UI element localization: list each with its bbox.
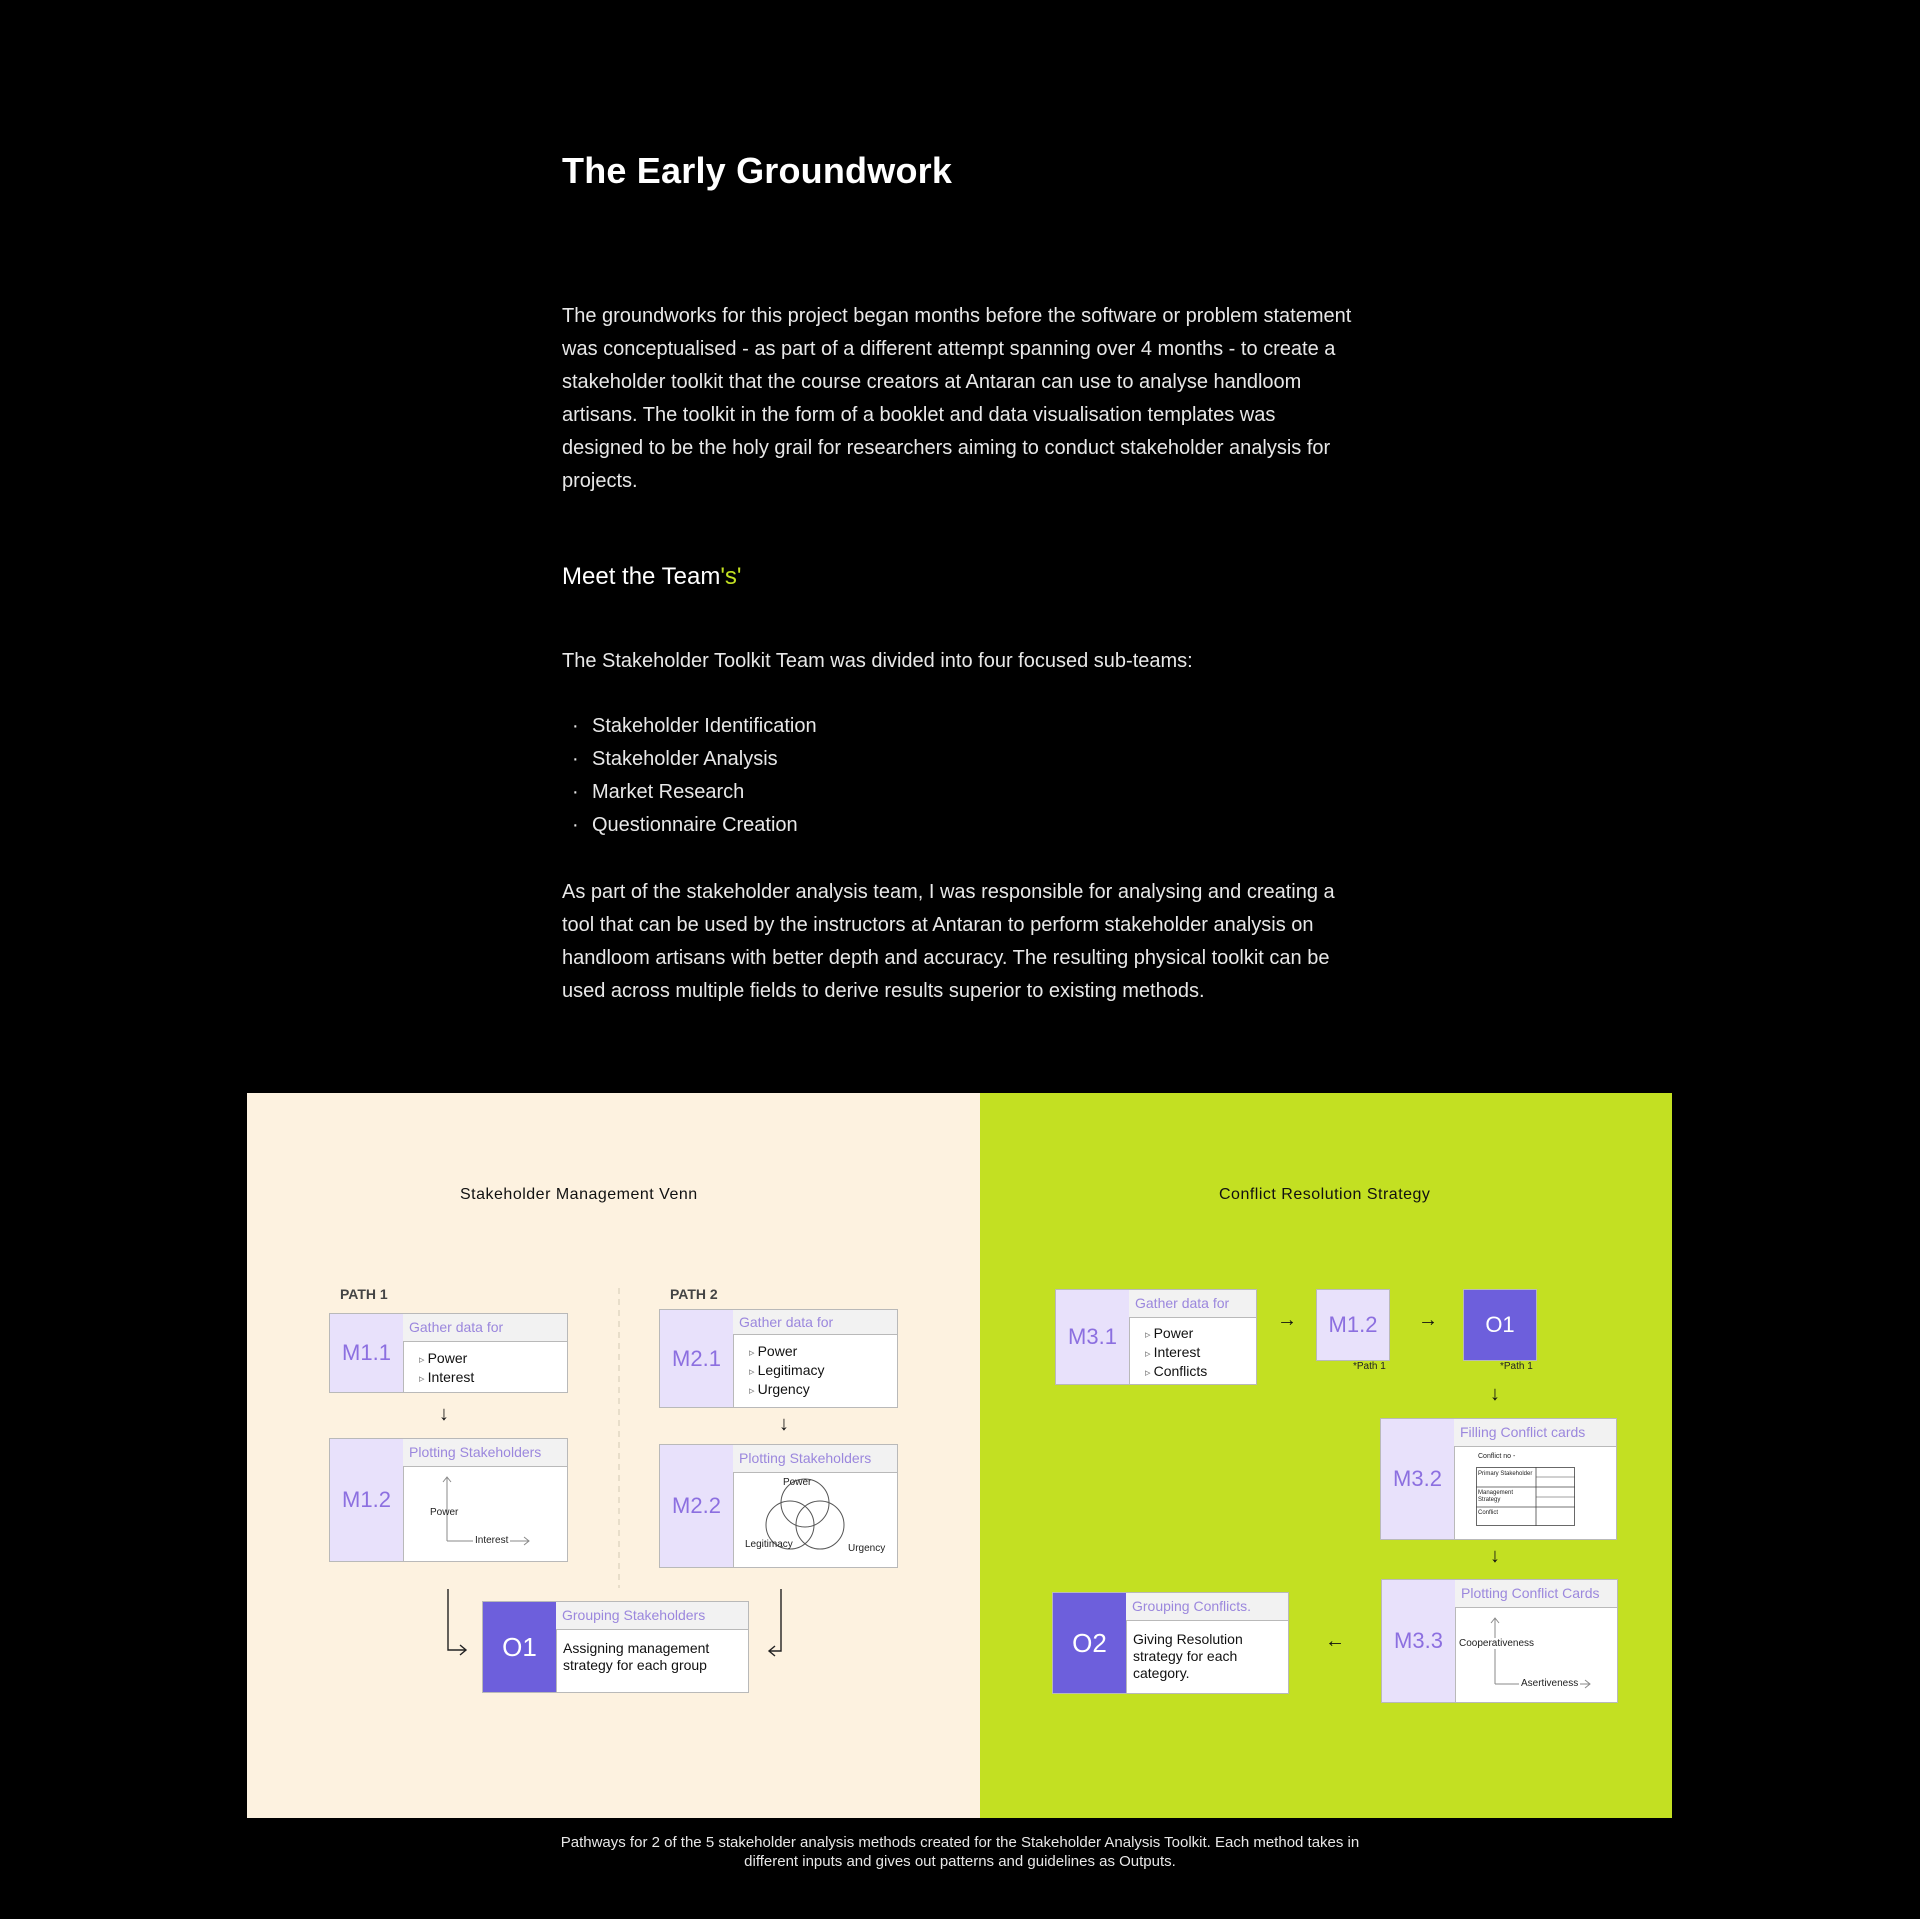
list-item: · Stakeholder Analysis: [570, 743, 817, 776]
list-item: ▹ Power: [419, 1350, 567, 1369]
form-row: Conflict: [1478, 1510, 1499, 1516]
list-item: ▹ Conflicts: [1145, 1363, 1256, 1382]
venn-panel-title: Stakeholder Management Venn: [460, 1186, 698, 1203]
path-note: *Path 1: [1500, 1361, 1533, 1372]
card-o1: [482, 1601, 749, 1693]
team-heading-accent: 's': [720, 563, 742, 590]
card-m3-3: [1381, 1579, 1618, 1703]
list-item: · Stakeholder Identification: [570, 710, 817, 743]
card-head: Plotting Stakeholders: [733, 1445, 897, 1473]
form-row: Management Strategy: [1478, 1490, 1514, 1503]
arrow-down-icon: ↓: [779, 1413, 789, 1435]
card-code: M2.2: [660, 1445, 734, 1567]
arrow-down-icon: ↓: [439, 1403, 449, 1425]
card-m3-1: [1055, 1289, 1257, 1385]
card-code: M1.1: [330, 1314, 404, 1392]
list-item: ▹ Legitimacy: [749, 1362, 897, 1381]
card-head: Plotting Conflict Cards: [1455, 1580, 1617, 1608]
connector-arrows: [247, 1093, 980, 1818]
y-axis-label: Power: [430, 1507, 459, 1518]
card-code: O2: [1053, 1593, 1127, 1693]
page-title: The Early Groundwork: [562, 150, 953, 191]
card-head: Plotting Stakeholders: [403, 1439, 567, 1467]
list-item: ▹ Power: [749, 1343, 897, 1362]
card-code: O1: [483, 1602, 557, 1692]
list-item: ▹ Interest: [419, 1369, 567, 1388]
card-head: Gather data for: [403, 1314, 567, 1342]
list-item: · Market Research: [570, 776, 817, 809]
conflict-panel-title: Conflict Resolution Strategy: [1219, 1186, 1431, 1203]
arrow-down-icon: ↓: [1490, 1545, 1500, 1567]
list-item: · Questionnaire Creation: [570, 809, 817, 842]
form-row: Primary Stakeholder: [1478, 1471, 1533, 1477]
team-heading: [562, 563, 741, 591]
card-code: M3.3: [1382, 1580, 1456, 1702]
form-title: Conflict no -: [1478, 1453, 1516, 1460]
card-head: Gather data for: [1129, 1290, 1256, 1318]
list-item: ▹ Power: [1145, 1325, 1256, 1344]
conflict-panel: [980, 1093, 1672, 1818]
card-code: M3.2: [1381, 1419, 1455, 1539]
team-heading-text: Meet the Team: [562, 563, 721, 590]
venn-label-urgency: Urgency: [848, 1543, 886, 1554]
card-desc: Assigning management strategy for each group: [563, 1640, 710, 1673]
card-head: Gather data for: [733, 1310, 897, 1335]
path-note: *Path 1: [1353, 1361, 1386, 1372]
card-code: M3.1: [1056, 1290, 1130, 1384]
card-m3-2: [1380, 1418, 1617, 1540]
x-axis-label: Asertiveness: [1521, 1678, 1579, 1689]
card-code: M1.2: [330, 1439, 404, 1561]
intro-paragraph: The groundworks for this project began months before the software or problem statement was conceptualised - as part of a different attempt spanning over 4 months - to create a stakeholder toolkit that the course creators at Antaran can use to analyse handloom artisans. The toolkit in the form of a booklet and data visualisation templates was designed to be the holy grail for researchers aiming to conduct stakeholder analysis for projects.: [562, 305, 1352, 492]
card-head: Grouping Stakeholders: [556, 1602, 748, 1630]
path1-label: PATH 1: [340, 1286, 388, 1302]
role-paragraph: As part of the stakeholder analysis team, I was responsible for analysing and creating a tool that can be used by the instructors at Antaran to perform stakeholder analysis on handloom artisans with better depth and accuracy. The resulting physical toolkit can be used across multiple fields to derive results superior to existing methods.: [562, 881, 1335, 1002]
card-m1-2-ref: M1.2: [1316, 1289, 1390, 1361]
card-head: Grouping Conflicts.: [1126, 1593, 1288, 1621]
figure-caption: Pathways for 2 of the 5 stakeholder analysis methods created for the Stakeholder Analysis Toolkit. Each method takes in different inputs and gives out patterns and guidelines as Outputs.: [560, 1834, 1360, 1870]
arrow-left-icon: ←: [1325, 1630, 1345, 1652]
card-o1-ref: O1: [1463, 1289, 1537, 1361]
card-code: M2.1: [660, 1310, 734, 1407]
card-head: Filling Conflict cards: [1454, 1419, 1616, 1447]
arrow-right-icon: →: [1418, 1309, 1438, 1331]
y-axis-label: Cooperativeness: [1459, 1638, 1535, 1649]
venn-label-legitimacy: Legitimacy: [745, 1539, 793, 1550]
arrow-down-icon: ↓: [1490, 1383, 1500, 1405]
team-intro: The Stakeholder Toolkit Team was divided into four focused sub-teams:: [562, 650, 1193, 672]
card-desc: Giving Resolution strategy for each category.: [1133, 1631, 1243, 1681]
venn-panel: [247, 1093, 980, 1818]
arrow-right-icon: →: [1277, 1309, 1297, 1331]
x-axis-label: Interest: [475, 1535, 509, 1546]
venn-label-power: Power: [783, 1477, 812, 1488]
list-item: ▹ Urgency: [749, 1381, 897, 1400]
subteam-list: [570, 710, 817, 842]
path2-label: PATH 2: [670, 1286, 718, 1302]
card-o2: [1052, 1592, 1289, 1694]
list-item: ▹ Interest: [1145, 1344, 1256, 1363]
